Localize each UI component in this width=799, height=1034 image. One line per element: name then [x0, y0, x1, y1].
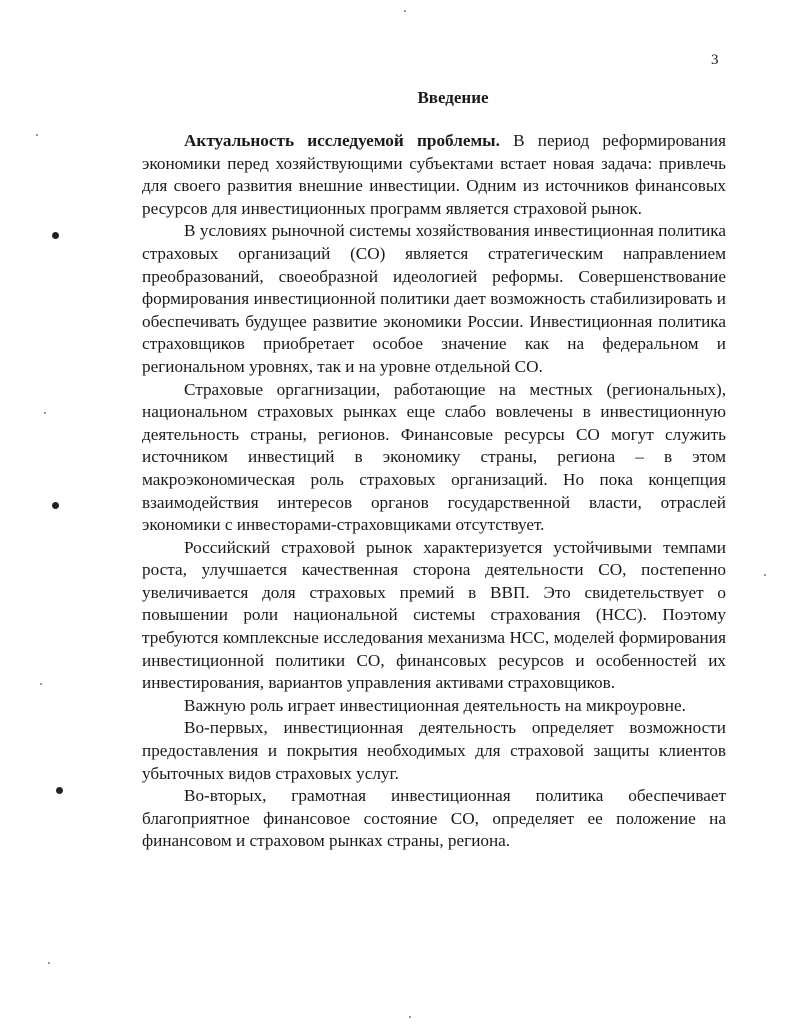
- scan-speck: [36, 134, 38, 136]
- paragraph-micro-level: Важную роль играет инвестиционная деятельность на микроуровне.: [184, 695, 686, 715]
- scan-mark: [52, 502, 59, 509]
- paragraph-insurers-regions: Страховые оргагнизации, работающие на местных (региональных), национальном страховых рынках еще слабо вовлечены в инвестиционную деятельность страны, регионов. Финансовые ресурсы СО могут служить источником инвестиций в экономику страны, региона – в этом макроэкономическая роль страховых организаций. Но пока концепция взаимодействия интересов органов государственной власти, отраслей экономики с инвесторами-страховщиками отсутствует.: [142, 379, 726, 535]
- scan-speck: [48, 962, 50, 964]
- scan-speck: [409, 1016, 411, 1018]
- scan-mark: [52, 232, 59, 239]
- paragraph-text: В период реформирования экономики перед хозяйствующими субъектами встает новая задача: привлечь для своего развития внешние инвестиции. Одним из источников финансовых ресурсов для инвестиционных программ является страховой рынок.: [142, 131, 726, 218]
- paragraph-market-system: В условиях рыночной системы хозяйствования инвестиционная политика страховых организаций (СО) является стратегическим направлением преобразований, своеобразной идеологией реформы. Совершенствование формирования инвестиционной политики дает возможность стабилизировать и обеспечивать будущее развитие экономики России. Инвестиционная политика страховщиков приобретает особое значение как на федеральном и региональном уровнях, так и на уровне отдельной СО.: [142, 221, 726, 376]
- scan-speck: [44, 412, 46, 414]
- page-number: 3: [711, 52, 719, 68]
- paragraph-first: Во-первых, инвестиционная деятельность определяет возможности предоставления и покрытия необходимых для страховой защиты клиентов убыточных видов страховых услуг.: [142, 718, 726, 783]
- scan-mark: [56, 787, 63, 794]
- paragraph-lead: Актуальность исследуемой проблемы.: [184, 131, 500, 150]
- paragraph-relevance: [142, 130, 726, 220]
- document-body: [142, 130, 726, 853]
- scan-speck: [40, 683, 42, 685]
- scan-speck: [764, 574, 766, 576]
- scan-speck: [404, 10, 406, 12]
- section-title: Введение: [417, 88, 489, 107]
- paragraph-second: Во-вторых, грамотная инвестиционная политика обеспечивает благоприятное финансовое состояние СО, определяет ее положение на финансовом и страховом рынках страны, региона.: [142, 786, 726, 851]
- paragraph-russian-market: Российский страховой рынок характеризуется устойчивыми темпами роста, улучшается качественная сторона деятельности СО, постепенно увеличивается доля страховых премий в ВВП. Это свидетельствует о повышении роли национальной системы страхования (НСС). Поэтому требуются комплексные исследования механизма НСС, моделей формирования инвестиционной политики СО, финансовых ресурсов и особенностей их инвестирования, вариантов управления активами страховщиков.: [142, 537, 726, 693]
